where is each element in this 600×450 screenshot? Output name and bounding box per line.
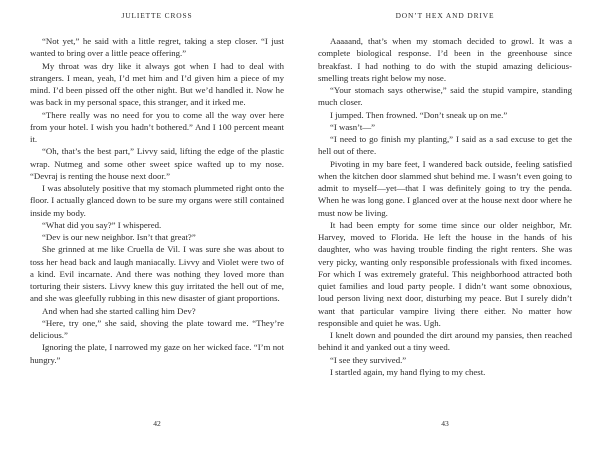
page-number: 43 bbox=[441, 419, 449, 428]
paragraph: I jumped. Then frowned. “Don’t sneak up on me.” bbox=[330, 109, 508, 120]
paragraph: “Dev is our new neighbor. Isn’t that great?” bbox=[42, 232, 196, 242]
paragraph: “I need to go finish my planting,” I said as a sad excuse to get the hell out of there. bbox=[318, 134, 572, 157]
paragraph: “I wasn’t—” bbox=[330, 121, 376, 132]
paragraph: It had been empty for some time since our older neighbor, Mr. Harvey, moved to Florida. He left the house in the hands of his daughter, who was having trouble finding the right renters. She was very picky, wanting only responsible professionals with fixed incomes. For which I was extremely grateful. This neighborhood attracted both quiet families and loud party people. I didn’t want some obnoxious, loud person living next door, disturbing my peace. But I surely didn’t want that particular vampire living there either. No matter how responsible and quiet he was. Ugh. bbox=[318, 219, 572, 328]
page-number: 42 bbox=[153, 419, 161, 428]
paragraph: I knelt down and pounded the dirt around my pansies, then reached behind it and yanked out a tiny weed. bbox=[318, 330, 572, 353]
right-page bbox=[318, 0, 572, 450]
paragraph: “Not yet,” he said with a little regret, taking a step closer. “I just wanted to bring over a little peace offering.” bbox=[30, 36, 284, 59]
running-head-title: DON’T HEX AND DRIVE bbox=[395, 11, 495, 20]
paragraph: Aaaaand, that’s when my stomach decided to growl. It was a complete biological response. I’d been in the greenhouse since breakfast. I had nothing to do with the stupid amazing delicious-smelling treats right below my nose. bbox=[318, 36, 572, 83]
paragraph: Pivoting in my bare feet, I wandered back outside, feeling satisfied when the kitchen door slammed shut behind me. I wasn’t even going to admit to myself—yet—that I was definitely going to try the penda. When he was long gone. I glanced over at the house next door where he must now be living. bbox=[318, 158, 572, 218]
left-page bbox=[30, 0, 284, 450]
paragraph: Ignoring the plate, I narrowed my gaze on her wicked face. “I’m not hungry.” bbox=[30, 342, 284, 365]
paragraph: “Oh, that’s the best part,” Livvy said, lifting the edge of the plastic wrap. Nutmeg and some other sweet spice wafted up to my nose. “Devraj is renting the house next door.” bbox=[30, 146, 284, 181]
paragraph: “There really was no need for you to come all the way over here from your hotel. I wish you hadn’t bothered.” And I 100 percent meant it. bbox=[30, 109, 284, 144]
paragraph: “Here, try one,” she said, shoving the plate toward me. “They’re delicious.” bbox=[30, 317, 284, 340]
paragraph: My throat was dry like it always got when I had to deal with strangers. I mean, yeah, I’d met him and I’d given him a piece of my mind. I’d been pissed off the other night. But we’d handled it. Now he was back in my personal space, this stranger, and it irked me. bbox=[30, 60, 284, 108]
paragraph: I was absolutely positive that my stomach plummeted right onto the floor. I actually glanced down to be sure my organs were still contained inside my body. bbox=[30, 183, 284, 218]
paragraph: “I see they survived.” bbox=[330, 354, 407, 365]
running-head-author: JULIETTE CROSS bbox=[121, 11, 193, 20]
paragraph: I startled again, my hand flying to my chest. bbox=[330, 366, 486, 377]
left-page-body bbox=[30, 35, 284, 366]
paragraph: She grinned at me like Cruella de Vil. I was sure she was about to toss her head back and laugh maniacally. Livvy and Violet were two of a kind. Evil incarnate. And there was nothing they loved more than torturing their sisters. Livvy knew this guy irritated the hell out of me, and she was gleefully rubbing in this new disaster of giant proportions. bbox=[30, 244, 284, 304]
paragraph: And when had she started calling him Dev? bbox=[42, 305, 196, 316]
right-page-body bbox=[318, 35, 572, 378]
paragraph: “Your stomach says otherwise,” said the stupid vampire, standing much closer. bbox=[318, 85, 572, 108]
paragraph: “What did you say?” I whispered. bbox=[42, 219, 162, 230]
